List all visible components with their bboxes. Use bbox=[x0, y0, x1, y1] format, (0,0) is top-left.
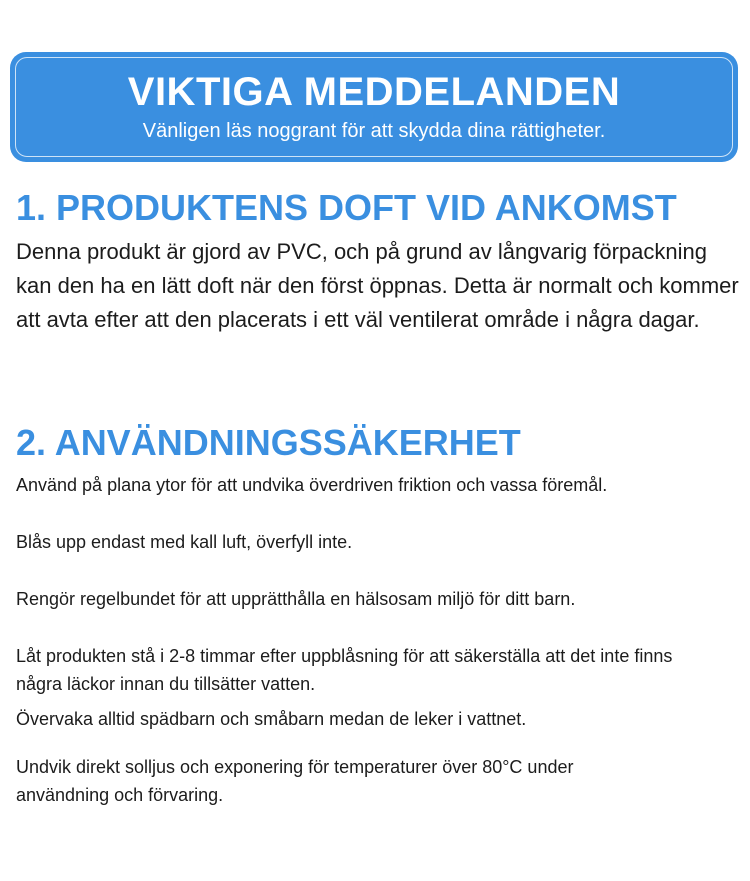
safety-item: Övervaka alltid spädbarn och småbarn medan de leker i vattnet. bbox=[16, 709, 527, 729]
section-1-heading: 1. PRODUKTENS DOFT VID ANKOMST bbox=[16, 187, 677, 228]
safety-item: Låt produkten stå i 2-8 timmar efter uppblåsning för att säkerställa att det inte finns några läckor innan du tillsätter vatten. bbox=[16, 646, 673, 694]
safety-item: Undvik direkt solljus och exponering för temperaturer över 80°C under användning och förvaring. bbox=[16, 757, 574, 805]
notice-banner bbox=[10, 52, 738, 162]
section-2-heading: 2. ANVÄNDNINGSSÄKERHET bbox=[16, 422, 521, 463]
safety-item: Rengör regelbundet för att upprätthålla en hälsosam miljö för ditt barn. bbox=[16, 589, 576, 609]
section-1-text: Denna produkt är gjord av PVC, och på grund av långvarig förpackning kan den ha en lätt doft när den först öppnas. Detta är normalt och kommer att avta efter att den placerats i ett väl ventilerat område i några dagar. bbox=[16, 239, 739, 332]
safety-item: Blås upp endast med kall luft, överfyll inte. bbox=[16, 532, 353, 552]
notice-banner-frame bbox=[15, 57, 733, 157]
safety-item: Använd på plana ytor för att undvika överdriven friktion och vassa föremål. bbox=[16, 475, 608, 495]
banner-title: VIKTIGA MEDDELANDEN bbox=[127, 70, 621, 114]
banner-subtitle: Vänligen läs noggrant för att skydda dina rättigheter. bbox=[142, 120, 606, 142]
